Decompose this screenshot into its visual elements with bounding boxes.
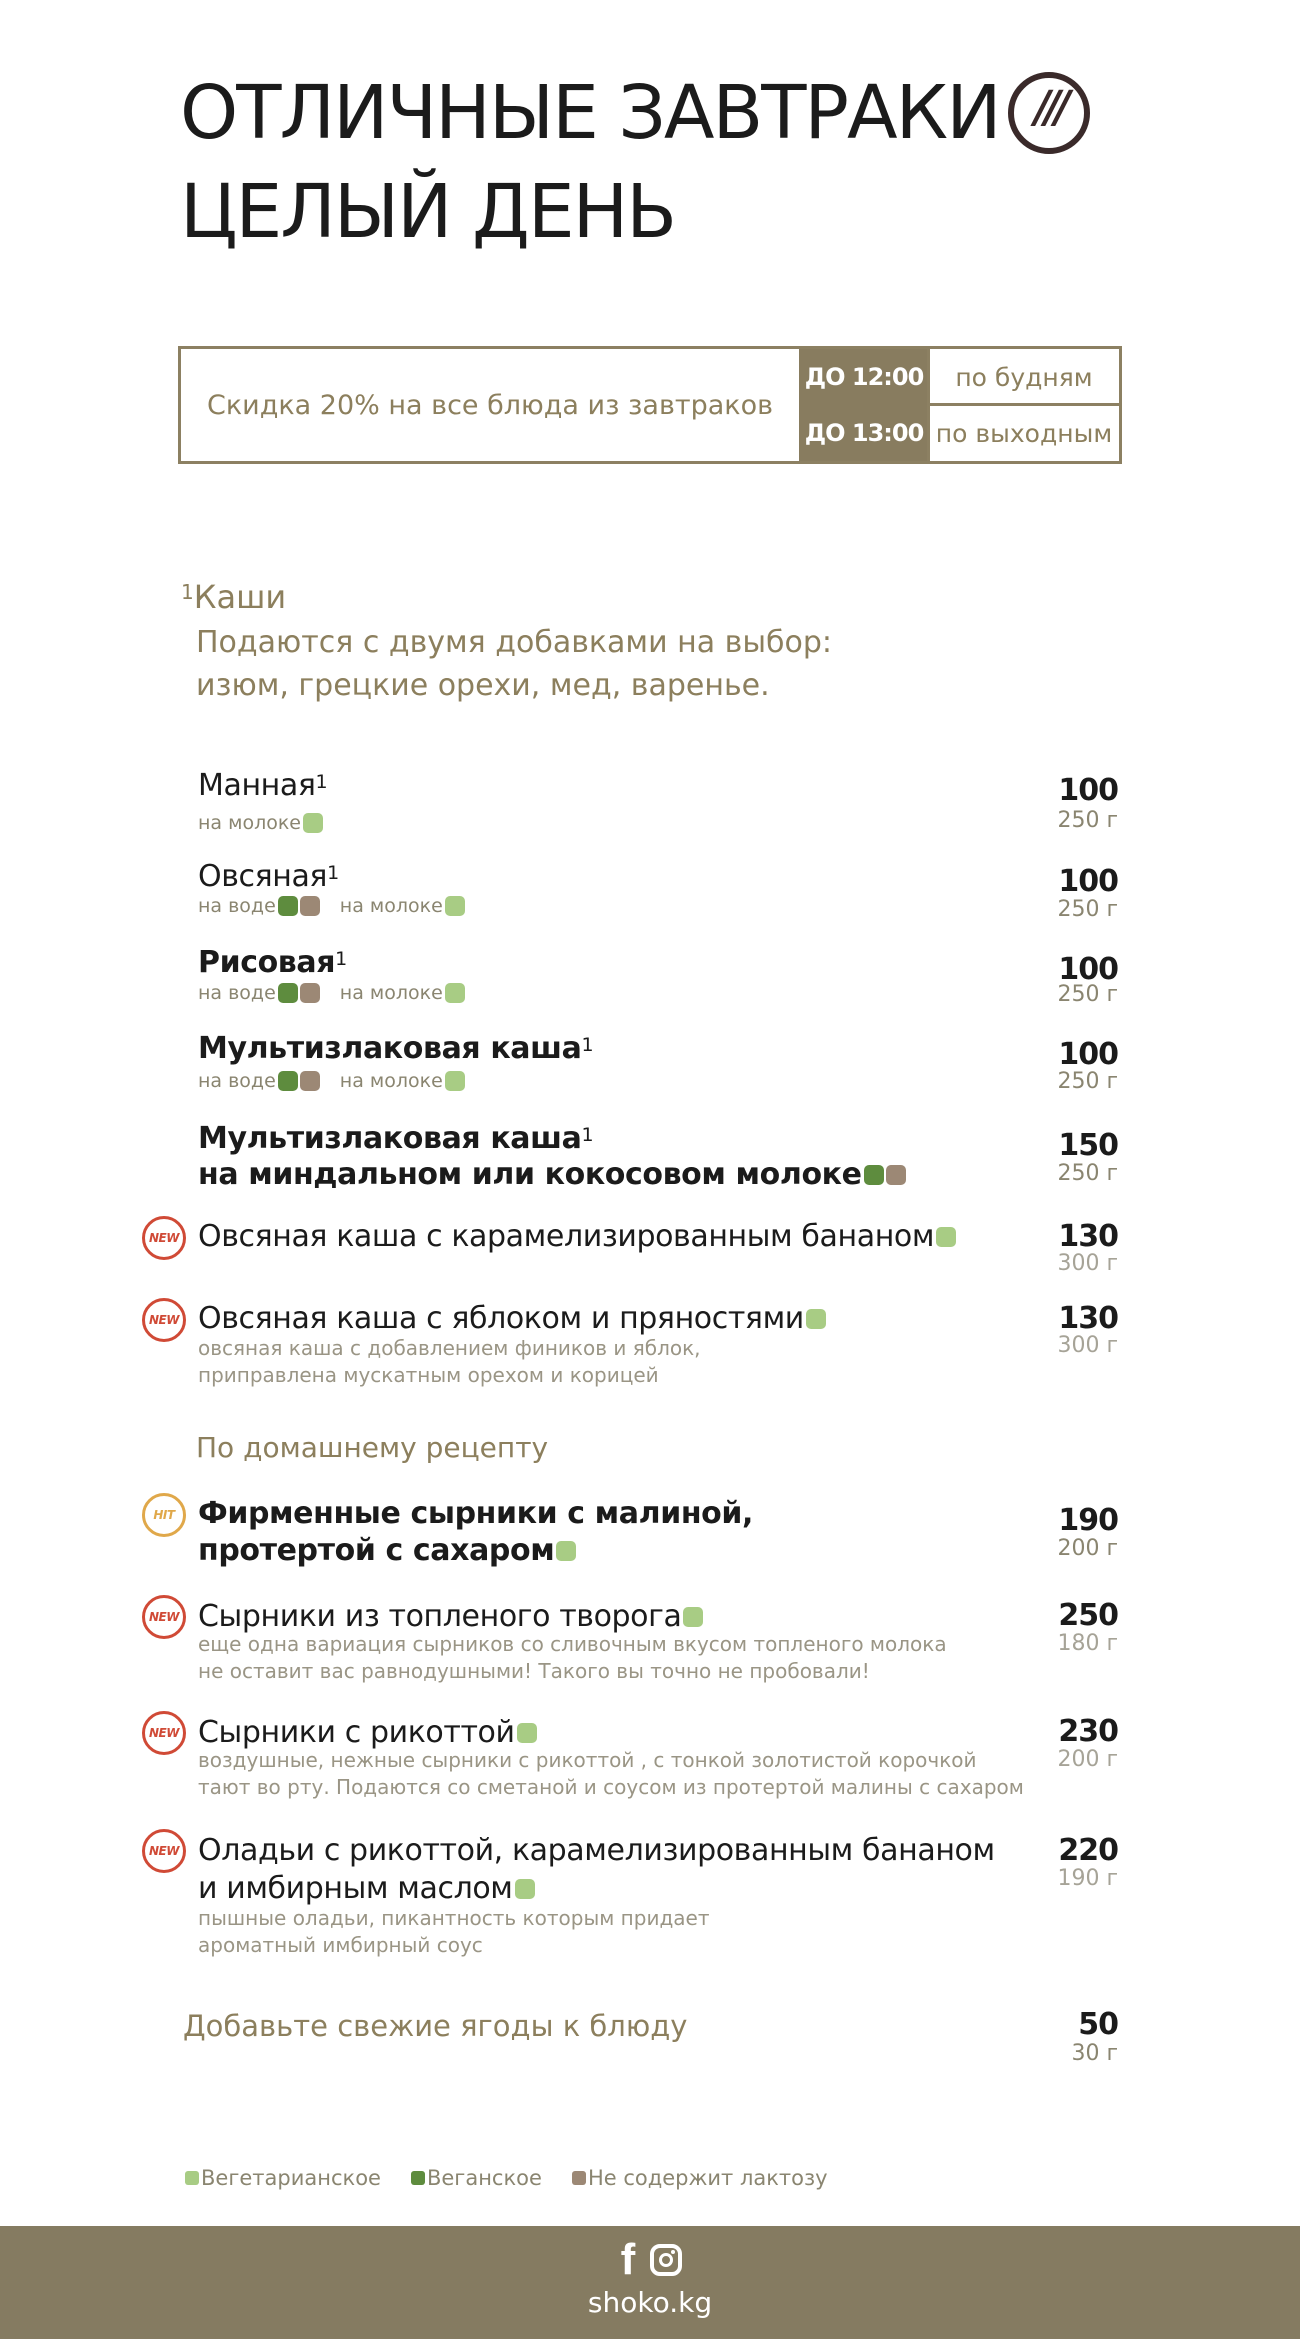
lactose-free-icon (572, 2171, 586, 2185)
menu-item-name-line2: и имбирным маслом (198, 1870, 535, 1908)
menu-item-price: 100 (1058, 1037, 1118, 1072)
menu-item-weight: 300 г (1057, 1251, 1118, 1276)
vegetarian-icon (936, 1227, 956, 1247)
menu-item-weight: 250 г (1057, 982, 1118, 1007)
vegetarian-icon (515, 1879, 535, 1899)
home-recipe-heading: По домашнему рецепту (196, 1431, 549, 1464)
kashi-subtitle-line1: Подаются с двумя добавками на выбор: (196, 625, 833, 660)
menu-item-description: ароматный имбирный соус (198, 1933, 483, 1957)
menu-item-description: не оставит вас равнодушными! Такого вы точно не пробовали! (198, 1659, 870, 1683)
brand-logo (1008, 72, 1090, 154)
footer (0, 2226, 1300, 2339)
page-title-line1: ОТЛИЧНЫЕ ЗАВТРАКИ (180, 70, 1000, 156)
weekend-label: по выходным (935, 418, 1113, 448)
menu-item-description: воздушные, нежные сырники с рикоттой , с тонкой золотистой корочкой (198, 1748, 977, 1772)
menu-item-weight: 200 г (1057, 1536, 1118, 1561)
menu-item-price: 150 (1058, 1128, 1118, 1163)
menu-item-description: приправлена мускатным орехом и корицей (198, 1363, 659, 1387)
hit-badge-icon: HIT (142, 1493, 186, 1537)
menu-item-weight: 250 г (1057, 897, 1118, 922)
menu-item-weight: 190 г (1057, 1866, 1118, 1891)
menu-item-name-line2: на миндальном или кокосовом молоке (198, 1156, 906, 1194)
weekend-time: ДО 13:00 (799, 405, 929, 461)
menu-item-price: 250 (1058, 1598, 1118, 1633)
menu-item-variant: на воде на молоке (198, 1069, 465, 1093)
vegan-icon (278, 896, 298, 916)
menu-item-name-line2: протертой с сахаром (198, 1532, 576, 1570)
menu-item-description: овсяная каша с добавлением фиников и яблок, (198, 1336, 701, 1360)
menu-item-variant: на воде на молоке (198, 894, 465, 918)
lactose-free-icon (300, 983, 320, 1003)
menu-item-name: Рисовая$^1$ (198, 945, 347, 980)
menu-item-weight: 250 г (1057, 1161, 1118, 1186)
weekday-time: ДО 12:00 (799, 349, 929, 405)
legend-vegan: Веганское (409, 2166, 542, 2190)
diet-legend (183, 2166, 856, 2190)
menu-item-name: Мультизлаковая каша$^1$ (198, 1031, 594, 1066)
menu-item-weight: 300 г (1057, 1333, 1118, 1358)
page-title-line2: ЦЕЛЫЙ ДЕНЬ (180, 169, 676, 255)
vegetarian-icon (303, 813, 323, 833)
vegetarian-icon (683, 1607, 703, 1627)
add-berries-weight: 30 г (1071, 2041, 1118, 2066)
vegan-icon (278, 1071, 298, 1091)
menu-item-name: Сырники из топленого творога (198, 1598, 703, 1636)
menu-item-price: 130 (1058, 1219, 1118, 1254)
menu-item-price: 190 (1058, 1503, 1118, 1538)
kashi-heading (181, 578, 286, 616)
menu-item-weight: 250 г (1057, 808, 1118, 833)
menu-item-price: 100 (1058, 773, 1118, 808)
discount-text: Скидка 20% на все блюда из завтраков (206, 389, 774, 421)
lactose-free-icon (886, 1165, 906, 1185)
kashi-subtitle-line2: изюм, грецкие орехи, мед, варенье. (196, 668, 770, 703)
menu-item-price: 130 (1058, 1301, 1118, 1336)
legend-lactose-free: Не содержит лактозу (570, 2166, 828, 2190)
vegetarian-icon (556, 1541, 576, 1561)
menu-item-weight: 250 г (1057, 1069, 1118, 1094)
vegan-icon (278, 983, 298, 1003)
menu-item-name: Мультизлаковая каша$^1$ (198, 1121, 594, 1156)
lactose-free-icon (300, 896, 320, 916)
menu-item-price: 230 (1058, 1714, 1118, 1749)
menu-item-name: Сырники с рикоттой (198, 1714, 537, 1752)
new-badge-icon: NEW (142, 1829, 186, 1873)
promo-horizontal-divider (929, 403, 1119, 406)
menu-item-name: Овсяная каша с карамелизированным бананом (198, 1218, 956, 1256)
weekday-label: по будням (955, 362, 1093, 392)
new-badge-icon: NEW (142, 1298, 186, 1342)
vegetarian-icon (445, 896, 465, 916)
vegetarian-icon (806, 1309, 826, 1329)
new-badge-icon: NEW (142, 1595, 186, 1639)
menu-item-price: 100 (1058, 952, 1118, 987)
add-berries-price: 50 (1078, 2007, 1118, 2042)
instagram-icon[interactable] (650, 2244, 682, 2276)
vegetarian-icon (517, 1723, 537, 1743)
kashi-title: Каши (193, 578, 287, 616)
menu-item-description: пышные оладьи, пикантность которым придает (198, 1906, 710, 1930)
menu-item-variant: на воде на молоке (198, 981, 465, 1005)
menu-item-weight: 180 г (1057, 1631, 1118, 1656)
logo-glyph: /// (1033, 82, 1065, 133)
vegetarian-icon (445, 983, 465, 1003)
new-badge-icon: NEW (142, 1216, 186, 1260)
add-berries-label: Добавьте свежие ягоды к блюду (183, 2009, 688, 2043)
new-badge-icon: NEW (142, 1711, 186, 1755)
vegan-icon (864, 1165, 884, 1185)
kashi-marker: 1 (181, 580, 194, 604)
menu-item-name: Оладьи с рикоттой, карамелизированным бананом (198, 1833, 995, 1868)
menu-item-price: 100 (1058, 864, 1118, 899)
menu-item-name: Манная$^1$ (198, 768, 328, 803)
facebook-icon[interactable]: f (620, 2235, 636, 2284)
website-link[interactable]: shoko.kg (587, 2286, 713, 2319)
menu-item-weight: 200 г (1057, 1747, 1118, 1772)
menu-item-variant: на молоке (198, 811, 323, 835)
menu-item-name: Фирменные сырники с малиной, (198, 1496, 753, 1531)
menu-item-description: тают во рту. Подаются со сметаной и соусом из протертой малины с сахаром (198, 1775, 1024, 1799)
menu-item-price: 220 (1058, 1833, 1118, 1868)
legend-vegetarian: Вегетарианское (183, 2166, 381, 2190)
menu-item-description: еще одна вариация сырников со сливочным вкусом топленого молока (198, 1632, 947, 1656)
lactose-free-icon (300, 1071, 320, 1091)
vegan-icon (411, 2171, 425, 2185)
vegetarian-icon (445, 1071, 465, 1091)
discount-box (178, 346, 1122, 464)
menu-item-name: Овсяная$^1$ (198, 859, 339, 894)
vegetarian-icon (185, 2171, 199, 2185)
menu-item-name: Овсяная каша с яблоком и пряностями (198, 1300, 826, 1338)
